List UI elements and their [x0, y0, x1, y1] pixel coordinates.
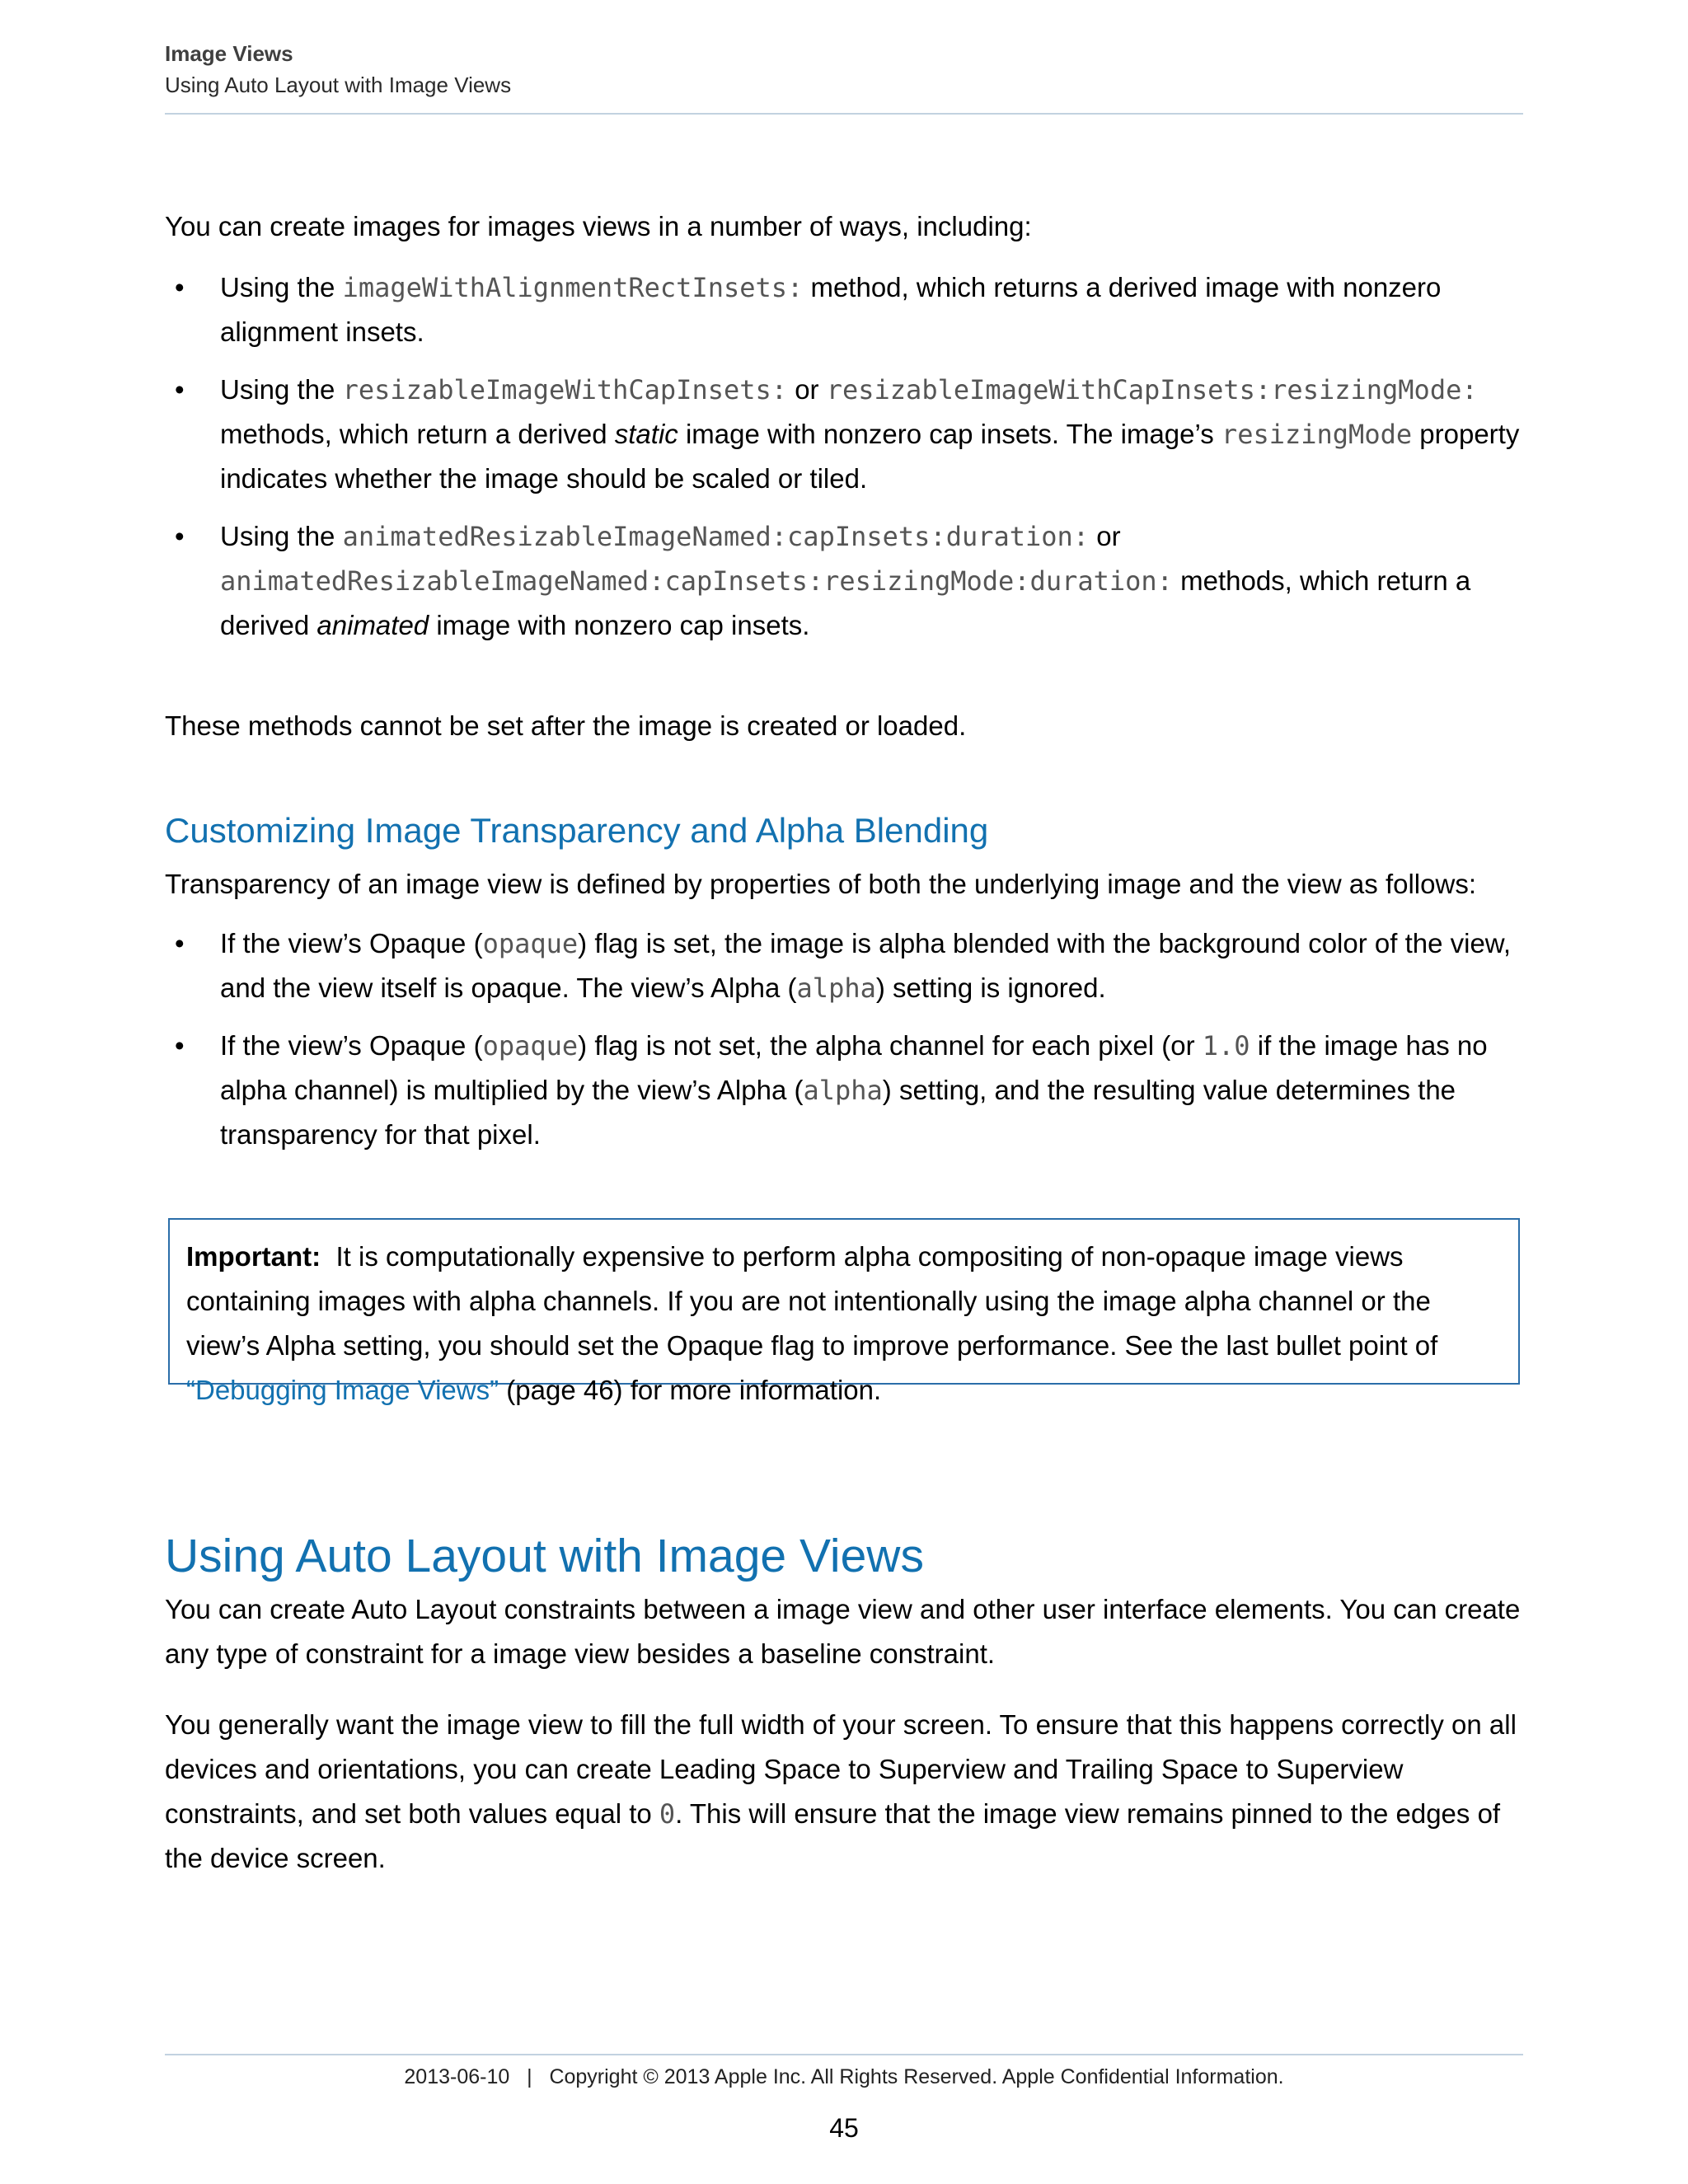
- chapter-title: Image Views: [165, 41, 293, 66]
- note-text: It is computationally expensive to perform alpha compositing of non-opaque image views containing images with alpha channels. If you are not intentionally using the image alpha channel or the view’s Alpha setting, you should set the Opaque flag to improve performance. See the last bullet point of: [186, 1241, 1438, 1361]
- property-name: opaque: [482, 928, 579, 959]
- autolayout-paragraph-1: You can create Auto Layout constraints between a image view and other user interface elements. You can create any type of constraint for a image view besides a baseline constraint.: [165, 1594, 1521, 1669]
- autolayout-section: [165, 1526, 1523, 1881]
- property-name: resizingMode: [1221, 419, 1413, 450]
- property-name: opaque: [482, 1030, 579, 1062]
- value-literal: 0: [659, 1798, 676, 1830]
- list-item: • Using the imageWithAlignmentRectInsets: method, which returns a derived image with nonzero alignment insets.: [165, 265, 1523, 354]
- creation-methods-list: [165, 265, 1523, 648]
- subsection-heading: Customizing Image Transparency and Alpha Blending: [165, 811, 989, 850]
- document-page: [165, 0, 1523, 2184]
- transparency-intro: Transparency of an image view is defined by properties of both the underlying image and the view as follows:: [165, 869, 1476, 899]
- list-item: • If the view’s Opaque (opaque) flag is not set, the alpha channel for each pixel (or 1.0 if the image has no alpha channel) is multiplied by the view’s Alpha (alpha) setting, and the resulting value determines the transparency for that pixel.: [165, 1024, 1523, 1157]
- section-title-header: Using Auto Layout with Image Views: [165, 73, 512, 97]
- property-name: alpha: [803, 1075, 883, 1106]
- intro-paragraph: You can create images for images views in a number of ways, including:: [165, 211, 1032, 241]
- note-label: Important:: [186, 1241, 321, 1272]
- important-note: Important: It is computationally expensive to perform alpha compositing of non-opaque image views containing images with alpha channels. If you are not intentionally using the image alpha channel or the view’s Alpha setting, you should set the Opaque flag to improve performance. See the last bullet point of “Debugging Image Views” (page 46) for more information.: [168, 1218, 1520, 1385]
- after-list-block: [165, 704, 1523, 748]
- transparency-section: [165, 808, 1523, 1157]
- footer-rule: [165, 2054, 1523, 2055]
- property-name: alpha: [796, 972, 876, 1004]
- autolayout-paragraph-2: You generally want the image view to fill the full width of your screen. To ensure that this happens correctly on all devices and orientations, you can create Leading Space to Superview and Trailing Space to Superview constraints, and set both values equal to 0. This will ensure that the image view remains pinned to the edges of the device screen.: [165, 1709, 1517, 1873]
- value-literal: 1.0: [1202, 1030, 1250, 1062]
- intro-block: [165, 204, 1523, 249]
- method-name: animatedResizableImageNamed:capInsets:duration:: [342, 521, 1090, 552]
- header-rule: [165, 113, 1523, 115]
- page-number: 45: [829, 2113, 859, 2143]
- method-name: animatedResizableImageNamed:capInsets:resizingMode:duration:: [220, 565, 1173, 597]
- footer-copyright: 2013-06-10 | Copyright © 2013 Apple Inc. All Rights Reserved. Apple Confidential Information.: [404, 2065, 1284, 2088]
- list-item: • Using the resizableImageWithCapInsets: or resizableImageWithCapInsets:resizingMode: methods, which return a derived static image with nonzero cap insets. The image’s resizingMode property indicates whether the image should be scaled or tiled.: [165, 368, 1523, 501]
- debugging-image-views-link[interactable]: “Debugging Image Views”: [186, 1375, 499, 1405]
- method-name: imageWithAlignmentRectInsets:: [342, 272, 804, 303]
- after-list-paragraph: These methods cannot be set after the image is created or loaded.: [165, 710, 967, 741]
- method-name: resizableImageWithCapInsets:: [342, 374, 788, 405]
- list-item: • Using the animatedResizableImageNamed:capInsets:duration: or animatedResizableImageNamed:capInsets:resizingMode:duration: methods, which return a derived animated image with nonzero cap insets.: [165, 514, 1523, 648]
- section-heading: Using Auto Layout with Image Views: [165, 1530, 924, 1582]
- running-header: [165, 40, 1523, 102]
- list-item: • If the view’s Opaque (opaque) flag is set, the image is alpha blended with the background color of the view, and the view itself is opaque. The view’s Alpha (alpha) setting is ignored.: [165, 921, 1523, 1010]
- method-name: resizableImageWithCapInsets:resizingMode:: [826, 374, 1478, 405]
